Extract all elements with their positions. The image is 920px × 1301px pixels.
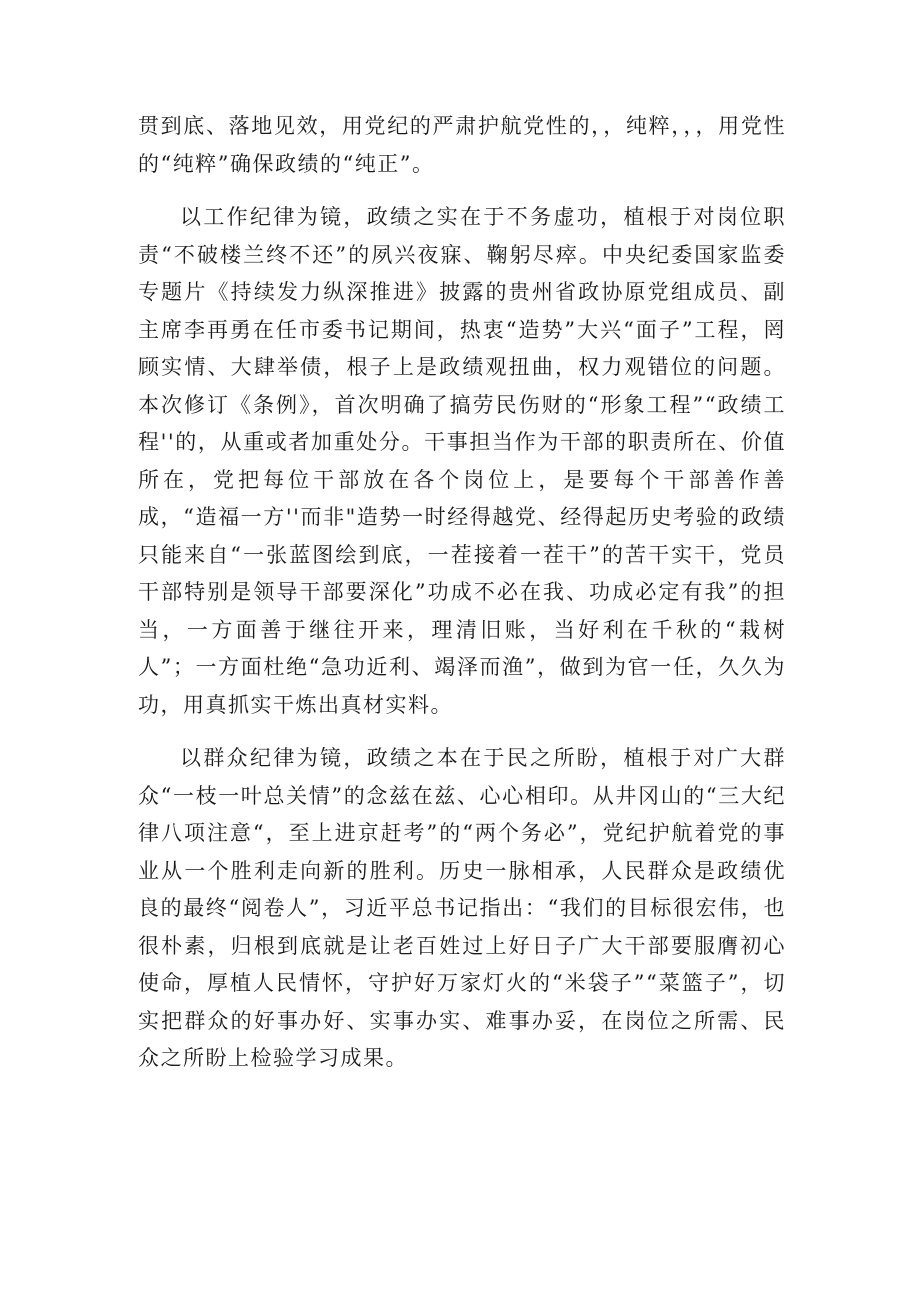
paragraph-mass-discipline: 以群众纪律为镜，政绩之本在于民之所盼，植根于对广大群众“一枝一叶总关情”的念兹在兹、心心相印。从井冈山的“三大纪律八项注意“，至上进京赶考”的“两个务必”，党纪护航着党的事业从一个胜利走向新的胜利。历史一脉相承，人民群众是政绩优良的最终“阅卷人”，习近平总书记指出：“我们的目标很宏伟，也很朴素，归根到底就是让老百姓过上好日子广大干部要服膺初心使命，厚植人民情怀，守护好万家灯火的“米袋子”“菜篮子”，切实把群众的好事办好、实事办实、难事办妥，在岗位之所需、民众之所盼上检验学习成果。: [138, 746, 786, 1070]
paragraph-gap: [138, 183, 786, 199]
paragraph-continuation: 贯到底、落地见效，用党纪的严肃护航党性的，，纯粹，，，用党性的“纯粹”确保政绩的“纯正”。: [138, 114, 786, 176]
document-body: [138, 108, 786, 1078]
paragraph-gap: [138, 724, 786, 740]
paragraph-work-discipline: 以工作纪律为镜，政绩之实在于不务虚功，植根于对岗位职责“不破楼兰终不还”的夙兴夜寐、鞠躬尽瘁。中央纪委国家监委专题片《持续发力纵深推进》披露的贵州省政协原党组成员、副主席李再勇在任市委书记期间，热衷“造势”大兴“面子”工程，罔顾实情、大肆举债，根子上是政绩观扭曲，权力观错位的问题。本次修订《条例》，首次明确了搞劳民伤财的“形象工程”“政绩工程''的，从重或者加重处分。干事担当作为干部的职责所在、价值所在，党把每位干部放在各个岗位上，是要每个干部善作善成，“造福一方''而非"造势一时经得越党、经得起历史考验的政绩只能来自“一张蓝图绘到底，一茬接着一茬干”的苦干实干，党员干部特别是领导干部要深化”功成不必在我、功成必定有我”的担当，一方面善于继往开来，理清旧账，当好利在千秋的“栽树人”；一方面杜绝“急功近利、竭泽而渔”，做到为官一任，久久为功，用真抓实干炼出真材实料。: [138, 205, 786, 717]
